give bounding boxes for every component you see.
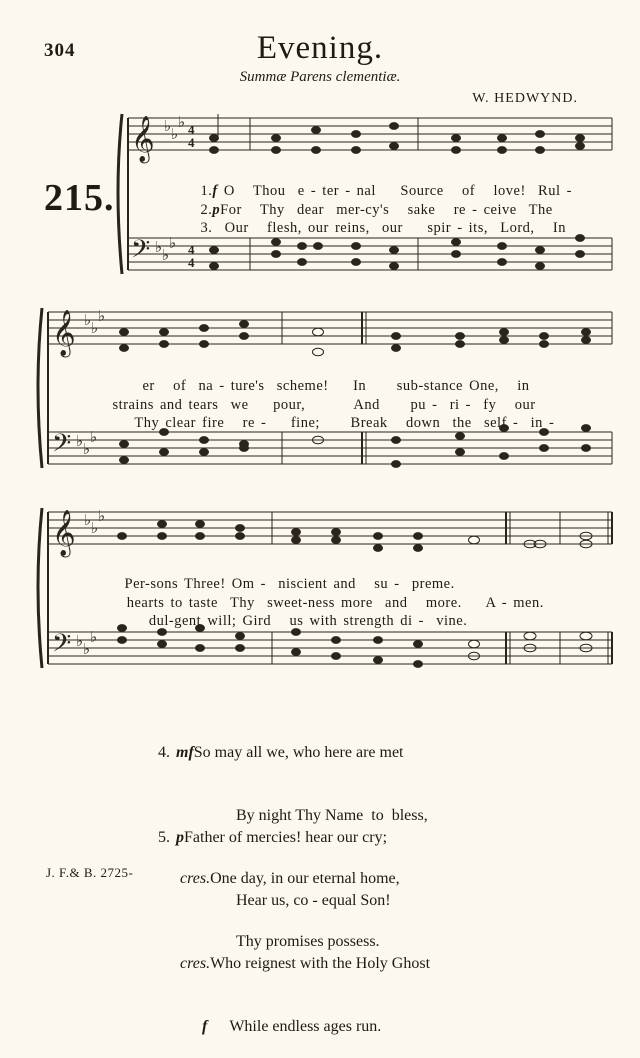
dynamic-marking: f bbox=[202, 1018, 208, 1035]
dynamic-marking: p bbox=[212, 202, 221, 218]
stanza-line bbox=[150, 953, 430, 974]
verse-number: 2. bbox=[200, 202, 213, 218]
svg-text:♭: ♭ bbox=[83, 642, 91, 658]
lyric-text: er of na - ture's scheme! In sub-stance One, in bbox=[142, 378, 530, 394]
svg-text:𝄢: 𝄢 bbox=[52, 630, 72, 663]
svg-text:♭: ♭ bbox=[162, 248, 170, 264]
svg-text:♭: ♭ bbox=[84, 313, 92, 329]
svg-text:♭: ♭ bbox=[178, 115, 186, 131]
dynamic-marking: mf bbox=[176, 744, 194, 761]
svg-text:♭: ♭ bbox=[164, 119, 172, 135]
stanza-number: 4. bbox=[158, 744, 170, 761]
stanza-text: Thy promises possess. bbox=[236, 933, 380, 950]
verse-number: 3. bbox=[200, 220, 213, 236]
verse-number: 1. bbox=[200, 183, 213, 199]
svg-text:♭: ♭ bbox=[171, 127, 179, 143]
lyric-text: Our flesh, our reins, our spir - its, Lord, In bbox=[212, 220, 566, 236]
stanza-line bbox=[150, 1016, 430, 1037]
lyric-text: Per-sons Three! Om - niscient and su - preme. bbox=[124, 576, 455, 592]
plate-number: J. F.& B. 2725- bbox=[46, 865, 134, 880]
svg-text:♭: ♭ bbox=[155, 240, 163, 256]
svg-text:𝄞: 𝄞 bbox=[131, 116, 155, 161]
stanza-text: Father of mercies! hear our cry; bbox=[184, 829, 388, 846]
svg-text:♭: ♭ bbox=[90, 430, 98, 446]
svg-text:𝄞: 𝄞 bbox=[52, 510, 76, 555]
hymn-subtitle: Summæ Parens clementiæ. bbox=[239, 69, 401, 85]
svg-text:♭: ♭ bbox=[98, 309, 106, 325]
svg-text:4: 4 bbox=[188, 255, 195, 270]
stanza-line bbox=[150, 742, 428, 763]
svg-text:4: 4 bbox=[188, 122, 195, 137]
svg-text:𝄢: 𝄢 bbox=[52, 430, 72, 463]
stanza-text: So may all we, who here are met bbox=[193, 744, 404, 761]
svg-text:♭: ♭ bbox=[169, 236, 177, 252]
lyric-text: Thy clear fire re - fine; Break down the self - in - bbox=[128, 415, 555, 431]
stanza-line bbox=[150, 827, 430, 848]
svg-text:♭: ♭ bbox=[91, 521, 99, 537]
svg-text:4: 4 bbox=[188, 135, 195, 150]
svg-text:4: 4 bbox=[188, 242, 195, 257]
stanza-text: While endless ages run. bbox=[229, 1018, 382, 1035]
dynamic-marking: f bbox=[212, 183, 218, 199]
lyric-text: For Thy dear mer-cy's sake re - ceive The bbox=[220, 202, 553, 218]
dynamic-marking: cres. bbox=[180, 870, 211, 887]
stanza-5 bbox=[150, 785, 430, 1058]
svg-text:♭: ♭ bbox=[84, 513, 92, 529]
lyric-text: strains and tears we pour, And pu - ri - fy our bbox=[112, 397, 536, 413]
svg-text:♭: ♭ bbox=[98, 509, 106, 525]
svg-text:♭: ♭ bbox=[83, 442, 91, 458]
hymn-title: Evening. bbox=[256, 30, 384, 66]
dynamic-marking: cres. bbox=[180, 955, 211, 972]
page-number: 304 bbox=[44, 40, 76, 61]
stanza-text: One day, in our eternal home, bbox=[210, 870, 400, 887]
stanza-text: Hear us, co - equal Son! bbox=[236, 892, 391, 909]
svg-text:𝄞: 𝄞 bbox=[52, 310, 76, 355]
stanza-line bbox=[150, 890, 430, 911]
composer-credit: W. HEDWYND. bbox=[472, 91, 578, 106]
svg-text:♭: ♭ bbox=[90, 630, 98, 646]
lyric-text: dul-gent will; Gird us with strength di - vine. bbox=[130, 613, 468, 629]
stanza-number: 5. bbox=[158, 829, 170, 846]
stanza-text: By night Thy Name to bless, bbox=[236, 807, 428, 824]
lyric-text: O Thou e - ter - nal Source of love! Rul - bbox=[217, 183, 572, 199]
svg-text:♭: ♭ bbox=[76, 434, 84, 450]
stanza-text: Who reignest with the Holy Ghost bbox=[210, 955, 431, 972]
svg-text:♭: ♭ bbox=[91, 321, 99, 337]
svg-text:♭: ♭ bbox=[76, 634, 84, 650]
lyric-verse-3-line-3 bbox=[106, 596, 467, 647]
hymn-number: 215. bbox=[44, 177, 115, 219]
lyric-text: hearts to taste Thy sweet-ness more and more. A - men. bbox=[114, 595, 544, 611]
dynamic-marking: p bbox=[176, 829, 184, 846]
svg-text:𝄢: 𝄢 bbox=[131, 236, 151, 269]
